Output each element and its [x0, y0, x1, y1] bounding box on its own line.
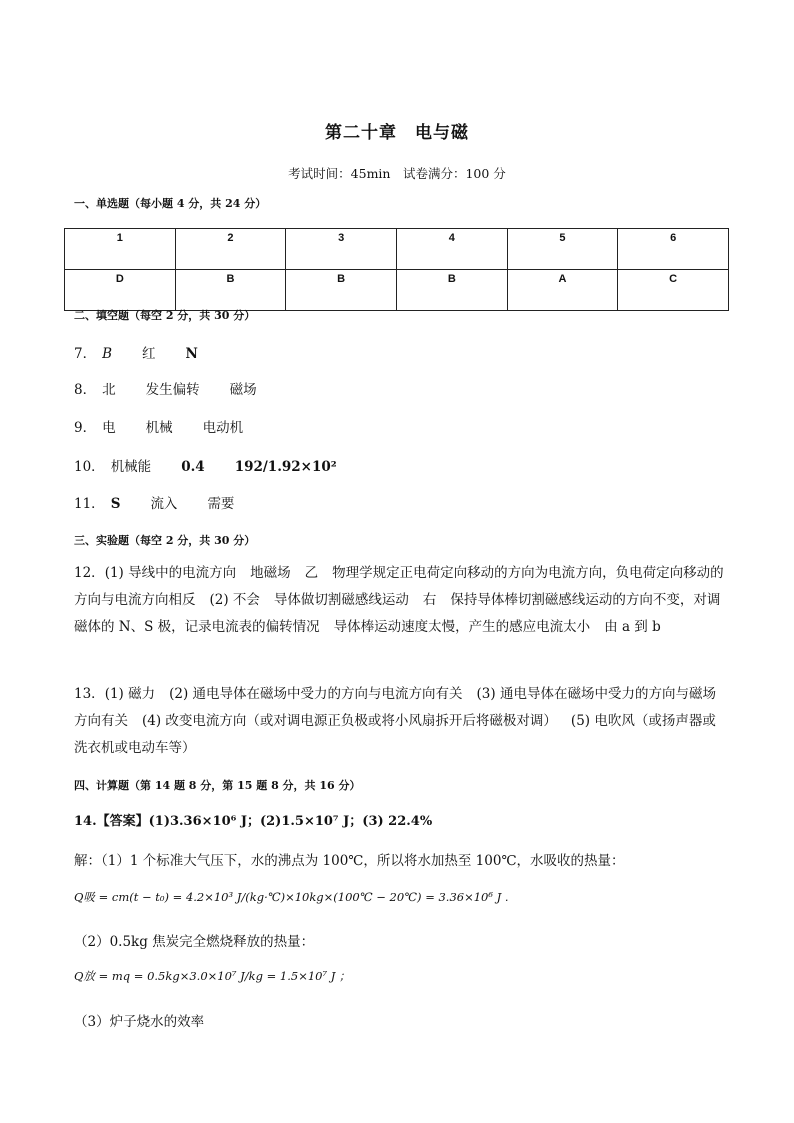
table-cell: A: [507, 270, 618, 311]
answer-text: 北: [102, 382, 116, 398]
table-cell: B: [396, 270, 507, 311]
section-heading-3: 三、实验题（每空 2 分，共 30 分）: [74, 534, 256, 547]
answer-line-q9: [74, 416, 273, 436]
table-cell: D: [65, 270, 176, 311]
answer-text: 乙: [304, 565, 319, 581]
answer-text: 机械: [145, 420, 173, 436]
table-cell: B: [286, 270, 397, 311]
table-cell: 3: [286, 229, 397, 270]
answer-text: (2) 不会: [209, 592, 260, 608]
answer-text: 导体棒运动速度太慢，产生的感应电流太小: [333, 619, 591, 635]
solution-step-1: 解：（1）1 个标准大气压下，水的沸点为 100℃，所以将水加热至 100℃，水吸收的热量：: [74, 853, 625, 869]
solution-step-3: （3）炉子烧水的效率: [74, 1014, 205, 1030]
table-cell: 6: [618, 229, 729, 270]
answer-text: S: [110, 496, 121, 512]
exam-info: 考试时间：45min 试卷满分：100 分: [288, 166, 506, 181]
answer-text: 红: [142, 346, 156, 362]
q14-answer: 14.【答案】(1)3.36×10⁶ J；(2)1.5×10⁷ J；(3) 22.4%: [74, 814, 433, 829]
answer-text: (1) 磁力: [104, 686, 156, 702]
answer-text: 电动机: [202, 420, 244, 436]
table-cell: B: [175, 270, 286, 311]
answer-text: 由 a 到 b: [604, 619, 661, 635]
answer-text: 右: [422, 592, 437, 608]
answer-text: 需要: [207, 496, 235, 512]
answer-text: 192/1.92×10²: [234, 459, 337, 475]
answer-paragraph-q13: [74, 681, 724, 762]
answer-line-q7: [74, 342, 228, 362]
section-heading-2: 二、填空题（每空 2 分，共 30 分）: [74, 309, 256, 322]
question-number: 12．: [74, 565, 105, 581]
question-number: 10．: [74, 459, 105, 475]
table-cell: 5: [507, 229, 618, 270]
formula-heat-released: Q放 = mq = 0.5kg×3.0×10⁷ J/kg = 1.5×10⁷ J ；: [74, 969, 351, 983]
answer-text: 导体做切割磁感线运动: [273, 592, 409, 608]
page-title: 第二十章 电与磁: [325, 123, 469, 143]
formula-heat-absorbed: Q吸 = cm(t − t₀) = 4.2×10³ J/(kg·℃)×10kg×(100℃ − 20℃) = 3.36×10⁶ J .: [74, 890, 509, 904]
table-cell: 4: [396, 229, 507, 270]
answer-text: 流入: [150, 496, 178, 512]
answer-text: (2) 通电导体在磁场中受力的方向与电流方向有关: [169, 686, 463, 702]
answer-text: (4) 改变电流方向（或对调电源正负极或将小风扇拆开后将磁极对调）: [142, 713, 557, 729]
question-number: 9．: [74, 420, 97, 436]
answer-text: 磁场: [229, 382, 257, 398]
answer-text: B: [102, 346, 113, 362]
answer-text: N: [185, 346, 198, 362]
answer-table: [64, 228, 729, 311]
answer-text: 0.4: [181, 459, 205, 475]
answer-text: (1) 导线中的电流方向: [104, 565, 237, 581]
question-number: 8．: [74, 382, 97, 398]
answer-text: 电: [102, 420, 116, 436]
answer-line-q8: [74, 378, 287, 398]
answer-text: (3) 通电导体在磁场中受力的方向与磁场方向有关: [74, 686, 716, 729]
answer-text: (5) 电吹风（或扬声器或洗衣机或电动车等）: [74, 713, 716, 756]
table-cell: 2: [175, 229, 286, 270]
answer-paragraph-q12: [74, 560, 724, 641]
answer-text: 物理学规定正电荷定向移动的方向为电流方向，负电荷定向移动的方向与电流方向相反: [74, 565, 724, 608]
question-number: 11．: [74, 496, 105, 512]
solution-step-2: （2）0.5kg 焦炭完全燃烧释放的热量：: [74, 934, 315, 950]
table-header-row: [65, 229, 729, 270]
question-number: 13．: [74, 686, 105, 702]
answer-text: 保持导体棒切割磁感线运动的方向不变，对调磁体的 N、S 极，记录电流表的偏转情况: [74, 592, 721, 635]
section-heading-1: 一、单选题（每小题 4 分，共 24 分）: [74, 197, 267, 210]
table-cell: C: [618, 270, 729, 311]
answer-text: 机械能: [110, 459, 152, 475]
answer-text: 地磁场: [250, 565, 291, 581]
answer-text: 发生偏转: [145, 382, 200, 398]
table-answer-row: [65, 270, 729, 311]
question-number: 7．: [74, 346, 97, 362]
section-heading-4: 四、计算题（第 14 题 8 分，第 15 题 8 分，共 16 分）: [74, 779, 361, 792]
answer-line-q11: [74, 492, 264, 512]
table-cell: 1: [65, 229, 176, 270]
answer-line-q10: [74, 455, 367, 475]
